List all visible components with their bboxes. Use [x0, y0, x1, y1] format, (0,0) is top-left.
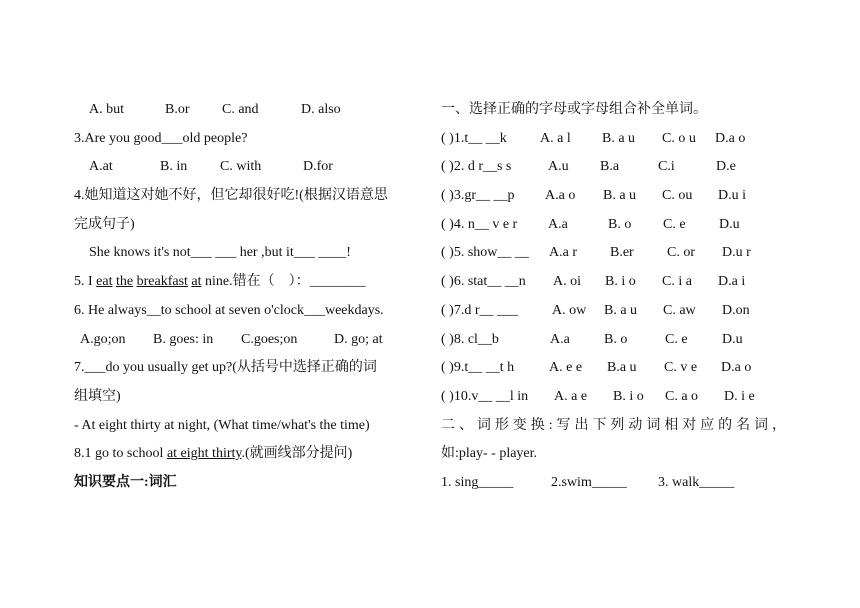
list-item: ( )1.t__ __k A. a l B. a u C. o u D.a o [441, 130, 746, 146]
question-8: 8.1 go to school at eight thirty.(就画线部分提问) [74, 446, 353, 462]
option-c: C. with [220, 159, 262, 175]
section-heading: 知识要点一:词汇 [74, 474, 177, 490]
right-column [441, 96, 786, 498]
list-item: ( )10.v__ __l in A. a e B. i o C. a o D. i e [441, 388, 755, 404]
question-4-sentence: She knows it's not___ ___ her ,but it___ ____! [89, 245, 351, 261]
left-column [74, 96, 426, 498]
option-c: C. and [222, 102, 259, 117]
question-4: 4.她知道这对她不好，但它却很好吃!(根据汉语意思 [74, 188, 388, 204]
question-3: 3.Are you good___old people? [74, 130, 248, 146]
options-line-1 [74, 96, 426, 125]
option-b: B. in [160, 159, 188, 175]
option-d: D. also [301, 102, 341, 117]
option-d: D. go; at [334, 331, 383, 347]
option-a: A. but [89, 102, 124, 117]
question-4-cont: 完成句子) [74, 216, 135, 232]
options-line-6 [74, 326, 426, 355]
underlined-word: at [191, 274, 202, 290]
list-item: ( )8. cl__b A.a B. o C. e D.u [441, 331, 743, 347]
list-item: ( )5. show__ __ A.a r B.er C. or D.u r [441, 245, 751, 261]
item-sing: 1. sing_____ [441, 474, 514, 490]
options-line-3 [74, 153, 426, 182]
option-c: C.goes;on [241, 331, 298, 347]
question-6: 6. He always__to school at seven o'clock___weekdays. [74, 302, 384, 318]
option-d: D.for [303, 159, 333, 175]
list-item: ( )9.t__ __t h A. e e B.a u C. v e D.a o [441, 360, 752, 376]
question-7-cont: 组填空) [74, 388, 121, 404]
list-item: ( )4. n__ v e r A.a B. o C. e D.u [441, 216, 740, 232]
section-2-title: 二、词形变换:写出下列动词相对应的名词， [441, 417, 786, 433]
underlined-word: eat [96, 274, 113, 290]
option-a: A.at [89, 159, 113, 175]
option-b: B.or [165, 102, 190, 117]
list-item: ( )2. d r__s s A.u B.a C.i D.e [441, 159, 736, 175]
option-a: A.go;on [80, 331, 126, 347]
option-b: B. goes: in [153, 331, 214, 347]
item-walk: 3. walk_____ [658, 474, 735, 490]
underlined-word: the [116, 274, 134, 290]
list-item: ( )6. stat__ __n A. oi B. i o C. i a D.a i [441, 274, 746, 290]
underlined-phrase: at eight thirty [166, 446, 242, 462]
section-1-title: 一、选择正确的字母或字母组合补全单词。 [441, 102, 707, 117]
question-5: 5. I eat the breakfast at nine.错在（ ）：________ [74, 274, 366, 290]
list-item: ( )3.gr__ __p A.a o B. a u C. ou D.u i [441, 188, 746, 204]
section-2-example: 如:play- - player. [441, 446, 538, 462]
list-item: ( )7.d r__ ___ A. ow B. a u C. aw D.on [441, 302, 750, 318]
word-form-row [441, 469, 786, 498]
item-swim: 2.swim_____ [551, 474, 627, 490]
underlined-word: breakfast [136, 274, 188, 290]
question-7-answer: - At eight thirty at night, (What time/what's the time) [74, 417, 370, 433]
question-7: 7.___do you usually get up?(从括号中选择正确的词 [74, 360, 377, 376]
